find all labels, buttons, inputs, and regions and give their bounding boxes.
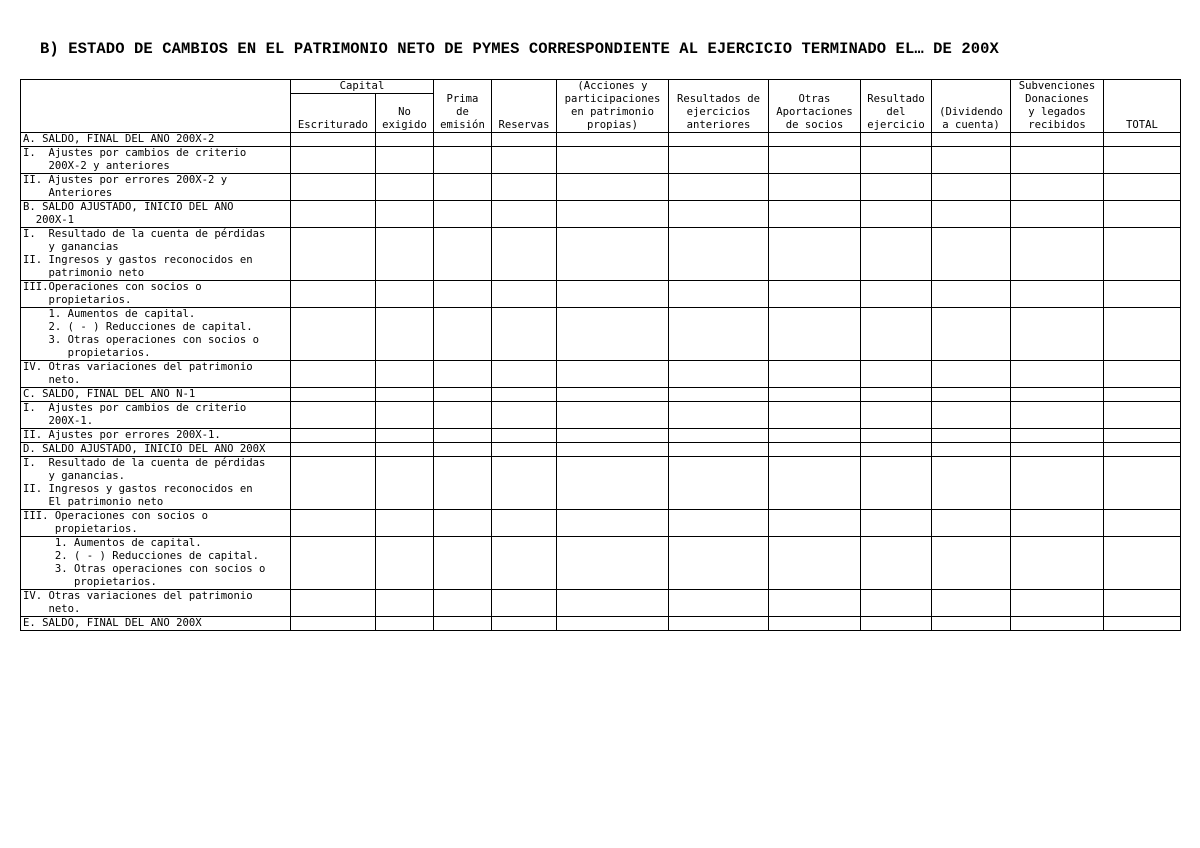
value-cell bbox=[861, 537, 932, 590]
header-capital: Capital bbox=[291, 80, 434, 94]
row-label: IV. Otras variaciones del patrimonio neto. bbox=[21, 361, 291, 388]
table-row bbox=[21, 617, 1181, 631]
value-cell bbox=[434, 133, 492, 147]
value-cell bbox=[291, 308, 376, 361]
value-cell bbox=[376, 388, 434, 402]
value-cell bbox=[1104, 457, 1181, 510]
header-no-exigido: No exigido bbox=[376, 94, 434, 133]
table-row bbox=[21, 429, 1181, 443]
value-cell bbox=[669, 429, 769, 443]
value-cell bbox=[769, 388, 861, 402]
value-cell bbox=[932, 429, 1011, 443]
value-cell bbox=[932, 590, 1011, 617]
header-subvenciones: Subvenciones Donaciones y legados recibidos bbox=[1011, 80, 1104, 133]
value-cell bbox=[557, 457, 669, 510]
value-cell bbox=[861, 617, 932, 631]
value-cell bbox=[492, 510, 557, 537]
value-cell bbox=[769, 361, 861, 388]
row-label: I. Resultado de la cuenta de pérdidas y ganancias II. Ingresos y gastos reconocidos en patrimonio neto bbox=[21, 228, 291, 281]
value-cell bbox=[557, 590, 669, 617]
value-cell bbox=[1011, 388, 1104, 402]
row-label: B. SALDO AJUSTADO, INICIO DEL AÑO 200X-1 bbox=[21, 201, 291, 228]
value-cell bbox=[492, 617, 557, 631]
table-row bbox=[21, 590, 1181, 617]
value-cell bbox=[376, 457, 434, 510]
value-cell bbox=[434, 617, 492, 631]
value-cell bbox=[861, 457, 932, 510]
table-row bbox=[21, 402, 1181, 429]
value-cell bbox=[492, 201, 557, 228]
header-otras-aportaciones: Otras Aportaciones de socios bbox=[769, 80, 861, 133]
value-cell bbox=[932, 510, 1011, 537]
value-cell bbox=[861, 429, 932, 443]
equity-changes-table bbox=[20, 79, 1181, 631]
value-cell bbox=[861, 443, 932, 457]
value-cell bbox=[492, 457, 557, 510]
value-cell bbox=[557, 443, 669, 457]
value-cell bbox=[769, 537, 861, 590]
value-cell bbox=[1104, 174, 1181, 201]
value-cell bbox=[557, 308, 669, 361]
value-cell bbox=[376, 537, 434, 590]
value-cell bbox=[669, 133, 769, 147]
table-row bbox=[21, 281, 1181, 308]
value-cell bbox=[669, 308, 769, 361]
value-cell bbox=[557, 402, 669, 429]
value-cell bbox=[376, 361, 434, 388]
value-cell bbox=[291, 429, 376, 443]
value-cell bbox=[1104, 228, 1181, 281]
value-cell bbox=[434, 457, 492, 510]
value-cell bbox=[861, 590, 932, 617]
value-cell bbox=[376, 281, 434, 308]
value-cell bbox=[492, 308, 557, 361]
value-cell bbox=[291, 590, 376, 617]
value-cell bbox=[769, 133, 861, 147]
value-cell bbox=[669, 443, 769, 457]
value-cell bbox=[1104, 443, 1181, 457]
value-cell bbox=[434, 443, 492, 457]
value-cell bbox=[1011, 147, 1104, 174]
value-cell bbox=[1011, 402, 1104, 429]
value-cell bbox=[1011, 281, 1104, 308]
value-cell bbox=[434, 147, 492, 174]
value-cell bbox=[769, 443, 861, 457]
value-cell bbox=[1104, 510, 1181, 537]
value-cell bbox=[291, 147, 376, 174]
row-label: I. Resultado de la cuenta de pérdidas y ganancias. II. Ingresos y gastos reconocidos en El patrimonio neto bbox=[21, 457, 291, 510]
header-dividendo: (Dividendo a cuenta) bbox=[932, 80, 1011, 133]
table-row bbox=[21, 443, 1181, 457]
value-cell bbox=[291, 174, 376, 201]
value-cell bbox=[434, 402, 492, 429]
row-label: A. SALDO, FINAL DEL AÑO 200X-2 bbox=[21, 133, 291, 147]
table-row bbox=[21, 537, 1181, 590]
value-cell bbox=[1011, 361, 1104, 388]
table-row bbox=[21, 361, 1181, 388]
row-label: 1. Aumentos de capital. 2. ( - ) Reducciones de capital. 3. Otras operaciones con socios o propietarios. bbox=[21, 537, 291, 590]
value-cell bbox=[557, 201, 669, 228]
value-cell bbox=[669, 457, 769, 510]
value-cell bbox=[1011, 133, 1104, 147]
value-cell bbox=[669, 402, 769, 429]
value-cell bbox=[1011, 429, 1104, 443]
value-cell bbox=[492, 443, 557, 457]
value-cell bbox=[769, 308, 861, 361]
value-cell bbox=[434, 228, 492, 281]
value-cell bbox=[376, 617, 434, 631]
value-cell bbox=[1011, 617, 1104, 631]
value-cell bbox=[1104, 617, 1181, 631]
value-cell bbox=[376, 429, 434, 443]
row-label: II. Ajustes por errores 200X-2 y Anteriores bbox=[21, 174, 291, 201]
value-cell bbox=[932, 133, 1011, 147]
value-cell bbox=[861, 308, 932, 361]
value-cell bbox=[1011, 174, 1104, 201]
value-cell bbox=[492, 429, 557, 443]
value-cell bbox=[492, 537, 557, 590]
value-cell bbox=[291, 228, 376, 281]
value-cell bbox=[932, 617, 1011, 631]
table-row bbox=[21, 174, 1181, 201]
value-cell bbox=[932, 457, 1011, 510]
value-cell bbox=[932, 308, 1011, 361]
value-cell bbox=[1011, 443, 1104, 457]
value-cell bbox=[291, 361, 376, 388]
row-label: III.Operaciones con socios o propietarios. bbox=[21, 281, 291, 308]
value-cell bbox=[291, 388, 376, 402]
value-cell bbox=[492, 228, 557, 281]
value-cell bbox=[769, 281, 861, 308]
value-cell bbox=[434, 510, 492, 537]
header-concept bbox=[21, 80, 291, 133]
value-cell bbox=[861, 388, 932, 402]
header-resultado-ejercicio: Resultado del ejercicio bbox=[861, 80, 932, 133]
table-row bbox=[21, 457, 1181, 510]
value-cell bbox=[376, 510, 434, 537]
value-cell bbox=[769, 201, 861, 228]
value-cell bbox=[376, 402, 434, 429]
value-cell bbox=[669, 281, 769, 308]
value-cell bbox=[434, 281, 492, 308]
table-row bbox=[21, 388, 1181, 402]
value-cell bbox=[861, 402, 932, 429]
header-escriturado: Escriturado bbox=[291, 94, 376, 133]
value-cell bbox=[1104, 147, 1181, 174]
value-cell bbox=[1104, 281, 1181, 308]
value-cell bbox=[492, 174, 557, 201]
value-cell bbox=[669, 147, 769, 174]
value-cell bbox=[669, 388, 769, 402]
value-cell bbox=[376, 147, 434, 174]
value-cell bbox=[376, 443, 434, 457]
page-title: B) ESTADO DE CAMBIOS EN EL PATRIMONIO NETO DE PYMES CORRESPONDIENTE AL EJERCICIO TERMINADO EL… DE 200X bbox=[40, 40, 999, 58]
value-cell bbox=[861, 174, 932, 201]
value-cell bbox=[932, 361, 1011, 388]
value-cell bbox=[291, 281, 376, 308]
value-cell bbox=[769, 617, 861, 631]
table-row bbox=[21, 133, 1181, 147]
value-cell bbox=[557, 617, 669, 631]
value-cell bbox=[376, 174, 434, 201]
value-cell bbox=[492, 590, 557, 617]
value-cell bbox=[1104, 308, 1181, 361]
row-label: C. SALDO, FINAL DEL AÑO N-1 bbox=[21, 388, 291, 402]
value-cell bbox=[932, 201, 1011, 228]
value-cell bbox=[492, 133, 557, 147]
value-cell bbox=[769, 429, 861, 443]
value-cell bbox=[434, 388, 492, 402]
value-cell bbox=[434, 308, 492, 361]
header-resultados-anteriores: Resultados de ejercicios anteriores bbox=[669, 80, 769, 133]
value-cell bbox=[769, 174, 861, 201]
value-cell bbox=[1011, 457, 1104, 510]
value-cell bbox=[932, 174, 1011, 201]
value-cell bbox=[291, 510, 376, 537]
value-cell bbox=[376, 590, 434, 617]
value-cell bbox=[291, 133, 376, 147]
value-cell bbox=[669, 537, 769, 590]
value-cell bbox=[492, 361, 557, 388]
value-cell bbox=[1104, 590, 1181, 617]
value-cell bbox=[291, 443, 376, 457]
value-cell bbox=[932, 402, 1011, 429]
value-cell bbox=[434, 429, 492, 443]
value-cell bbox=[1011, 590, 1104, 617]
value-cell bbox=[769, 402, 861, 429]
value-cell bbox=[557, 281, 669, 308]
value-cell bbox=[769, 147, 861, 174]
value-cell bbox=[861, 228, 932, 281]
value-cell bbox=[932, 147, 1011, 174]
value-cell bbox=[434, 590, 492, 617]
value-cell bbox=[434, 174, 492, 201]
value-cell bbox=[291, 201, 376, 228]
value-cell bbox=[557, 228, 669, 281]
value-cell bbox=[669, 590, 769, 617]
row-label: III. Operaciones con socios o propietarios. bbox=[21, 510, 291, 537]
value-cell bbox=[492, 147, 557, 174]
value-cell bbox=[291, 457, 376, 510]
value-cell bbox=[1104, 388, 1181, 402]
header-acciones-propias: (Acciones y participaciones en patrimonio propias) bbox=[557, 80, 669, 133]
value-cell bbox=[1011, 537, 1104, 590]
value-cell bbox=[861, 133, 932, 147]
row-label: I. Ajustes por cambios de criterio 200X-1. bbox=[21, 402, 291, 429]
header-reservas: Reservas bbox=[492, 80, 557, 133]
value-cell bbox=[1011, 201, 1104, 228]
value-cell bbox=[1104, 537, 1181, 590]
table-row bbox=[21, 201, 1181, 228]
value-cell bbox=[434, 361, 492, 388]
value-cell bbox=[769, 228, 861, 281]
value-cell bbox=[291, 617, 376, 631]
value-cell bbox=[557, 429, 669, 443]
value-cell bbox=[932, 388, 1011, 402]
row-label: 1. Aumentos de capital. 2. ( - ) Reducciones de capital. 3. Otras operaciones con socios o propietarios. bbox=[21, 308, 291, 361]
value-cell bbox=[1011, 308, 1104, 361]
table-row bbox=[21, 510, 1181, 537]
table-row bbox=[21, 228, 1181, 281]
value-cell bbox=[434, 201, 492, 228]
header-total: TOTAL bbox=[1104, 80, 1181, 133]
table-row bbox=[21, 308, 1181, 361]
value-cell bbox=[557, 174, 669, 201]
value-cell bbox=[769, 590, 861, 617]
value-cell bbox=[1011, 228, 1104, 281]
value-cell bbox=[492, 281, 557, 308]
value-cell bbox=[291, 537, 376, 590]
value-cell bbox=[376, 201, 434, 228]
value-cell bbox=[557, 537, 669, 590]
row-label: II. Ajustes por errores 200X-1. bbox=[21, 429, 291, 443]
value-cell bbox=[492, 388, 557, 402]
value-cell bbox=[669, 361, 769, 388]
value-cell bbox=[669, 201, 769, 228]
header-prima: Prima de emisión bbox=[434, 80, 492, 133]
value-cell bbox=[669, 617, 769, 631]
value-cell bbox=[557, 133, 669, 147]
value-cell bbox=[557, 510, 669, 537]
value-cell bbox=[291, 402, 376, 429]
value-cell bbox=[932, 228, 1011, 281]
value-cell bbox=[1104, 361, 1181, 388]
value-cell bbox=[932, 281, 1011, 308]
value-cell bbox=[376, 133, 434, 147]
value-cell bbox=[376, 308, 434, 361]
value-cell bbox=[557, 361, 669, 388]
row-label: I. Ajustes por cambios de criterio 200X-2 y anteriores bbox=[21, 147, 291, 174]
value-cell bbox=[932, 443, 1011, 457]
value-cell bbox=[376, 228, 434, 281]
value-cell bbox=[861, 361, 932, 388]
row-label: E. SALDO, FINAL DEL AÑO 200X bbox=[21, 617, 291, 631]
value-cell bbox=[1011, 510, 1104, 537]
row-label: IV. Otras variaciones del patrimonio neto. bbox=[21, 590, 291, 617]
value-cell bbox=[557, 147, 669, 174]
value-cell bbox=[669, 228, 769, 281]
value-cell bbox=[861, 201, 932, 228]
value-cell bbox=[769, 510, 861, 537]
value-cell bbox=[1104, 133, 1181, 147]
table-row bbox=[21, 147, 1181, 174]
value-cell bbox=[861, 147, 932, 174]
value-cell bbox=[1104, 429, 1181, 443]
value-cell bbox=[669, 510, 769, 537]
value-cell bbox=[861, 281, 932, 308]
value-cell bbox=[557, 388, 669, 402]
value-cell bbox=[492, 402, 557, 429]
value-cell bbox=[1104, 201, 1181, 228]
row-label: D. SALDO AJUSTADO, INICIO DEL AÑO 200X bbox=[21, 443, 291, 457]
value-cell bbox=[861, 510, 932, 537]
value-cell bbox=[669, 174, 769, 201]
value-cell bbox=[769, 457, 861, 510]
value-cell bbox=[434, 537, 492, 590]
value-cell bbox=[932, 537, 1011, 590]
value-cell bbox=[1104, 402, 1181, 429]
